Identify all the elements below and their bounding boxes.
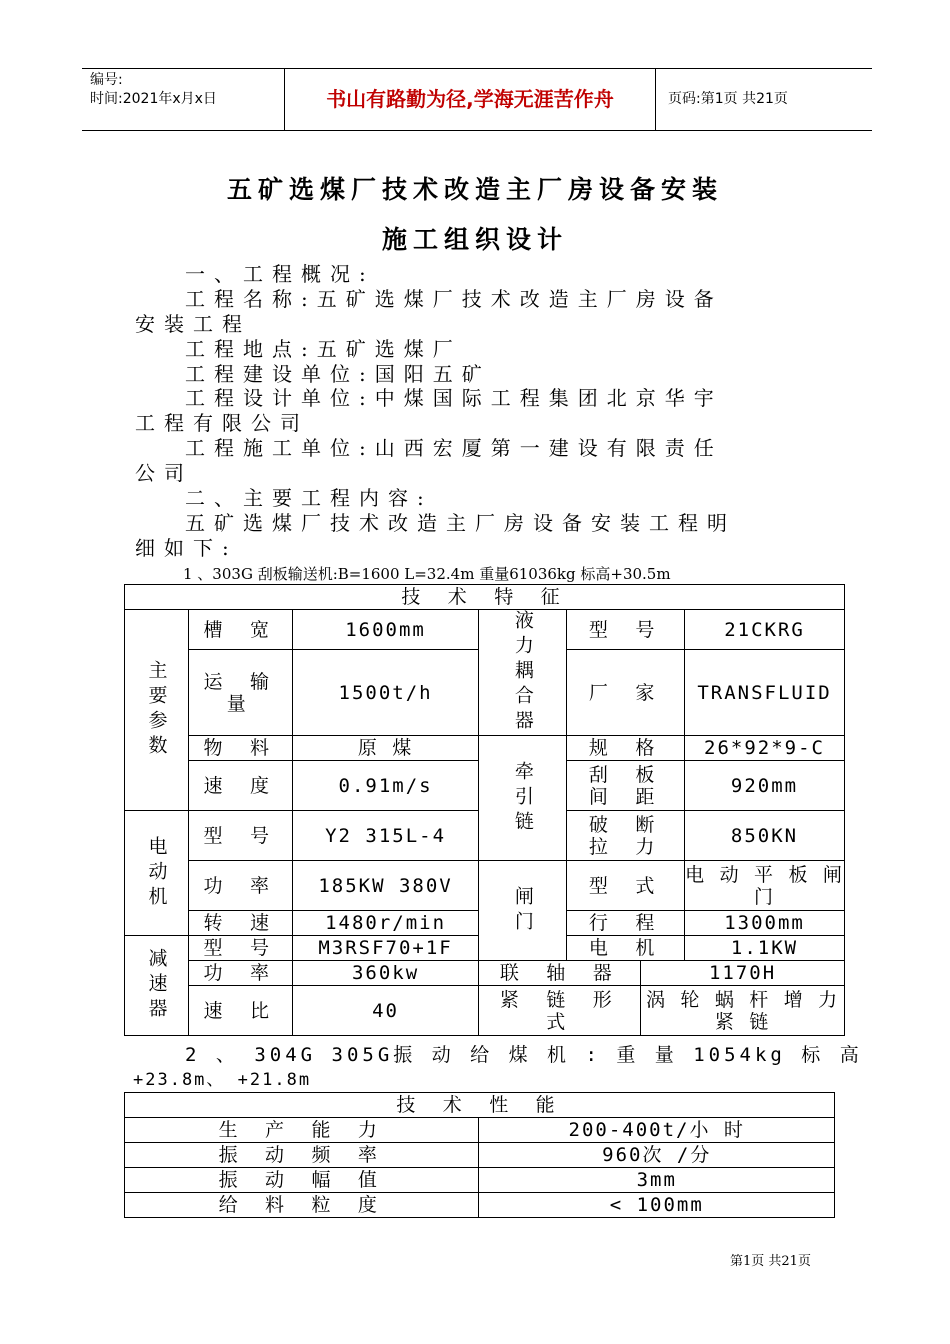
project-contractor-cont: 公司	[135, 461, 193, 485]
coupler-maker-label: 厂 家	[567, 650, 685, 736]
header-page-info: 页码:第1页 共21页	[668, 91, 788, 107]
coupling-label: 联 轴 器	[479, 961, 641, 986]
item-2-cont: +23.8m、 +21.8m	[133, 1070, 312, 1090]
table-cell: < 100mm	[479, 1193, 835, 1218]
item-2: 2 、 304G 305G振 动 给 煤 机 : 重 量 1054kg 标 高	[185, 1044, 863, 1066]
motor-rpm-label: 转 速	[188, 911, 292, 936]
speed-label: 速 度	[188, 761, 292, 811]
project-designer-cont: 工程有限公司	[135, 411, 309, 435]
header-motto: 书山有路勤为径,学海无涯苦作舟	[284, 69, 656, 130]
detail-intro-cont: 细如下:	[135, 536, 238, 560]
reducer-label: 减速器	[125, 936, 189, 1036]
doc-time: 时间:2021年x月x日	[90, 91, 217, 107]
gate-type-value: 电 动 平 板 闸 门	[685, 861, 845, 911]
section-heading-1: 一、工程概况:	[185, 262, 375, 286]
main-params-label: 主要参数	[125, 610, 189, 811]
chain-break-value: 850KN	[685, 811, 845, 861]
table2-header: 技 术 性 能	[125, 1093, 835, 1118]
coupler-label: 液力耦合器	[479, 610, 567, 736]
coupler-model-value: 21CKRG	[685, 610, 845, 650]
project-builder: 工程建设单位:国阳五矿	[185, 362, 491, 386]
gate-stroke-label: 行 程	[567, 911, 685, 936]
material-label: 物 料	[188, 736, 292, 761]
chain-spec-label: 规 格	[567, 736, 685, 761]
table-row: 给 料 粒 度	[125, 1193, 479, 1218]
project-name: 工程名称:五矿选煤厂技术改造主厂房设备	[185, 287, 723, 311]
doc-title: 五矿选煤厂技术改造主厂房设备安装	[226, 175, 723, 204]
chain-pitch-label: 刮 板 间 距	[567, 761, 685, 811]
item-1: 1 、303G 刮板输送机:B=1600 L=32.4m 重量61036kg 标高+30.5m	[183, 565, 671, 583]
gate-motor-value: 1.1KW	[685, 936, 845, 961]
motor-rpm-value: 1480r/min	[292, 911, 479, 936]
material-value: 原 煤	[292, 736, 479, 761]
project-name-cont: 安装工程	[135, 312, 251, 336]
capacity-value: 1500t/h	[292, 650, 479, 736]
gate-type-label: 型 式	[567, 861, 685, 911]
motor-model-value: Y2 315L-4	[292, 811, 479, 861]
table-cell: 3mm	[479, 1168, 835, 1193]
section-heading-2: 二、主要工程内容:	[185, 486, 433, 510]
reducer-power-label: 功 率	[188, 961, 292, 986]
doc-subtitle: 施工组织设计	[381, 225, 568, 254]
tension-label: 紧 链 形 式	[479, 986, 641, 1036]
chain-pitch-value: 920mm	[685, 761, 845, 811]
table-row: 振 动 幅 值	[125, 1168, 479, 1193]
coupler-maker-value: TRANSFLUID	[685, 650, 845, 736]
tension-value: 涡 轮 蜗 杆 增 力 紧 链	[641, 986, 845, 1036]
reducer-power-value: 360kw	[292, 961, 479, 986]
reducer-model-label: 型 号	[188, 936, 292, 961]
gate-stroke-value: 1300mm	[685, 911, 845, 936]
project-contractor: 工程施工单位:山西宏厦第一建设有限责任	[185, 436, 723, 460]
chain-label: 牵引链	[479, 736, 567, 861]
slot-width-value: 1600mm	[292, 610, 479, 650]
detail-intro: 五矿选煤厂技术改造主厂房设备安装工程明	[185, 511, 736, 535]
chain-break-label: 破 断 拉 力	[567, 811, 685, 861]
spec-table-conveyor	[124, 584, 845, 1036]
spec-table-feeder	[124, 1092, 835, 1218]
motor-power-value: 185KW 380V	[292, 861, 479, 911]
page-footer: 第1页 共21页	[730, 1254, 811, 1269]
table-cell: 200-400t/小 时	[479, 1118, 835, 1143]
page-header	[82, 68, 872, 131]
speed-value: 0.91m/s	[292, 761, 479, 811]
project-location: 工程地点:五矿选煤厂	[185, 337, 462, 361]
capacity-label: 运 输 量	[188, 650, 292, 736]
coupling-value: 1170H	[641, 961, 845, 986]
motor-model-label: 型 号	[188, 811, 292, 861]
project-designer: 工程设计单位:中煤国际工程集团北京华宇	[185, 386, 723, 410]
reducer-ratio-label: 速 比	[188, 986, 292, 1036]
table1-header: 技 术 特 征	[125, 585, 845, 610]
table-cell: 960次 /分	[479, 1143, 835, 1168]
motor-power-label: 功 率	[188, 861, 292, 911]
slot-width-label: 槽 宽	[188, 610, 292, 650]
reducer-ratio-value: 40	[292, 986, 479, 1036]
reducer-model-value: M3RSF70+1F	[292, 936, 479, 961]
header-meta	[82, 69, 284, 130]
coupler-model-label: 型 号	[567, 610, 685, 650]
table-row: 生 产 能 力	[125, 1118, 479, 1143]
table-row: 振 动 频 率	[125, 1143, 479, 1168]
doc-number: 编号:	[90, 72, 123, 88]
motor-label: 电动机	[125, 811, 189, 936]
gate-motor-label: 电 机	[567, 936, 685, 961]
chain-spec-value: 26*92*9-C	[685, 736, 845, 761]
gate-label: 闸门	[479, 861, 567, 961]
